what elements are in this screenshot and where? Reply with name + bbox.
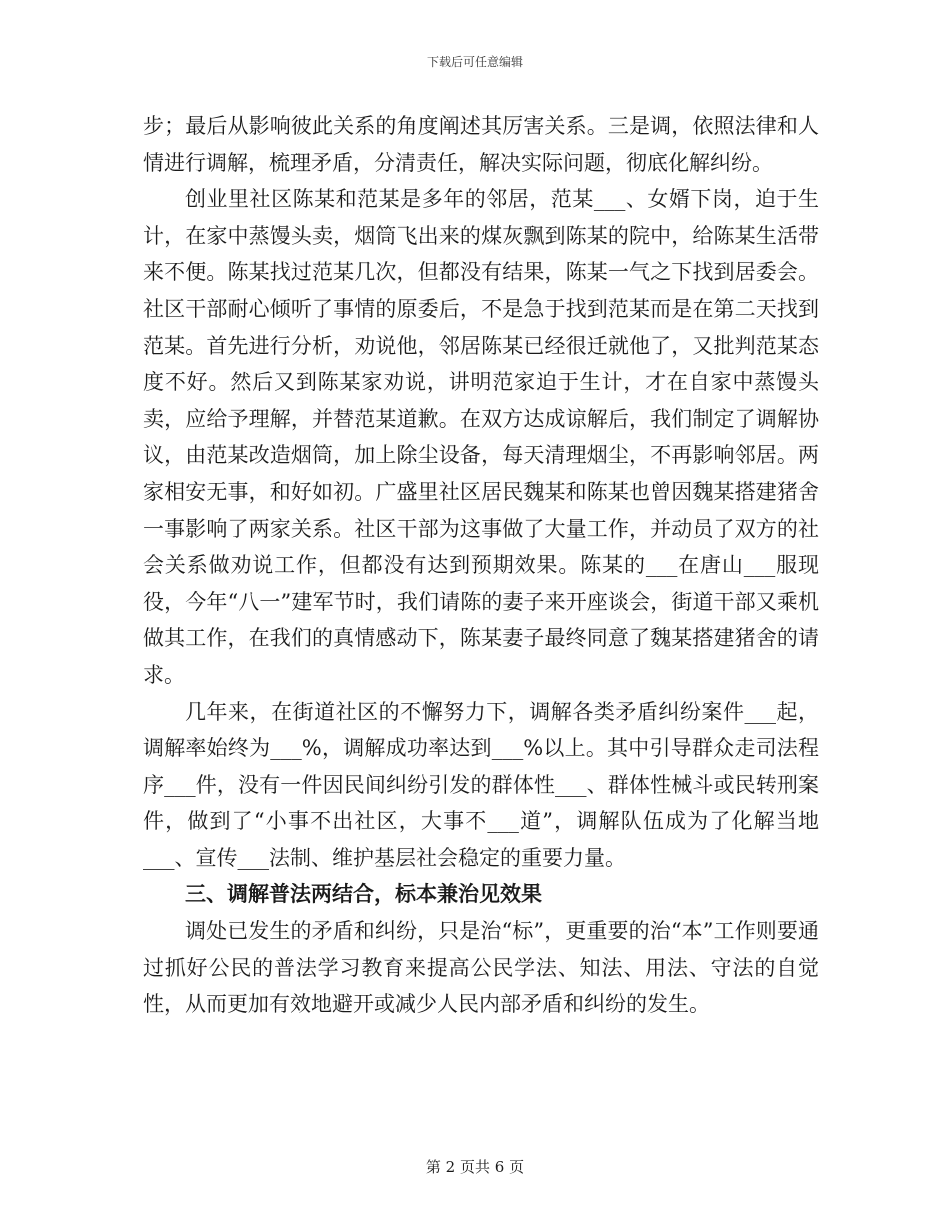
page-header: 下载后可任意编辑 (426, 55, 523, 69)
paragraph-mediation-cases: 创业里社区陈某和范某是多年的邻居，范某___、女婿下岗，迫于生计，在家中蒸馒头卖，烟筒飞出来的煤灰飘到陈某的院中，给陈某生活带来不便。陈某找过范某几次，但都没有结果，陈某一气之下找到居委会。社区干部耐心倾听了事情的原委后，不是急于找到范某而是在第二天找到范某。首先进行分析，劝说他，邻居陈某已经很迁就他了，又批判范某态度不好。然后又到陈某家劝说，讲明范家迫于生计，才在自家中蒸馒头卖，应给予理解，并替范某道歉。在双方达成谅解后，我们制定了调解协议，由范某改造烟筒，加上除尘设备，每天清理烟尘，不再影响邻居。两家相安无事，和好如初。广盛里社区居民魏某和陈某也曾因魏某搭建猪舍一事影响了两家关系。社区干部为这事做了大量工作，并动员了双方的社会关系做劝说工作，但都没有达到预期效果。陈某的___在唐山___服现役，今年“八一”建军节时，我们请陈的妻子来开座谈会，街道干部又乘机做其工作，在我们的真情感动下，陈某妻子最终同意了魏某搭建猪舍的请求。 (143, 187, 819, 687)
page-footer: 第 2 页共 6 页 (425, 1158, 525, 1176)
paragraph-results: 几年来，在街道社区的不懈努力下，调解各类矛盾纠纷案件___起，调解率始终为___%，调解成功率达到___%以上。其中引导群众走司法程序___件，没有一件因民间纠纷引发的群体性___、群体性械斗或民转刑案件，做到了“小事不出社区，大事不___道”，调解队伍成为了化解当地___、宣传___法制、维护基层社会稳定的重要力量。 (143, 699, 819, 870)
section-heading: 三、调解普法两结合，标本兼治见效果 (185, 882, 542, 907)
paragraph-continuation: 步；最后从影响彼此关系的角度阐述其厉害关系。三是调，依照法律和人情进行调解，梳理矛盾，分清责任，解决实际问题，彻底化解纠纷。 (143, 114, 819, 175)
paragraph-legal-education: 调处已发生的矛盾和纠纷，只是治“标”，更重要的治“本”工作则要通过抓好公民的普法学习教育来提高公民学法、知法、用法、守法的自觉性，从而更加有效地避开或减少人民内部矛盾和纠纷的发生。 (143, 919, 819, 1017)
document-body (143, 108, 819, 1023)
